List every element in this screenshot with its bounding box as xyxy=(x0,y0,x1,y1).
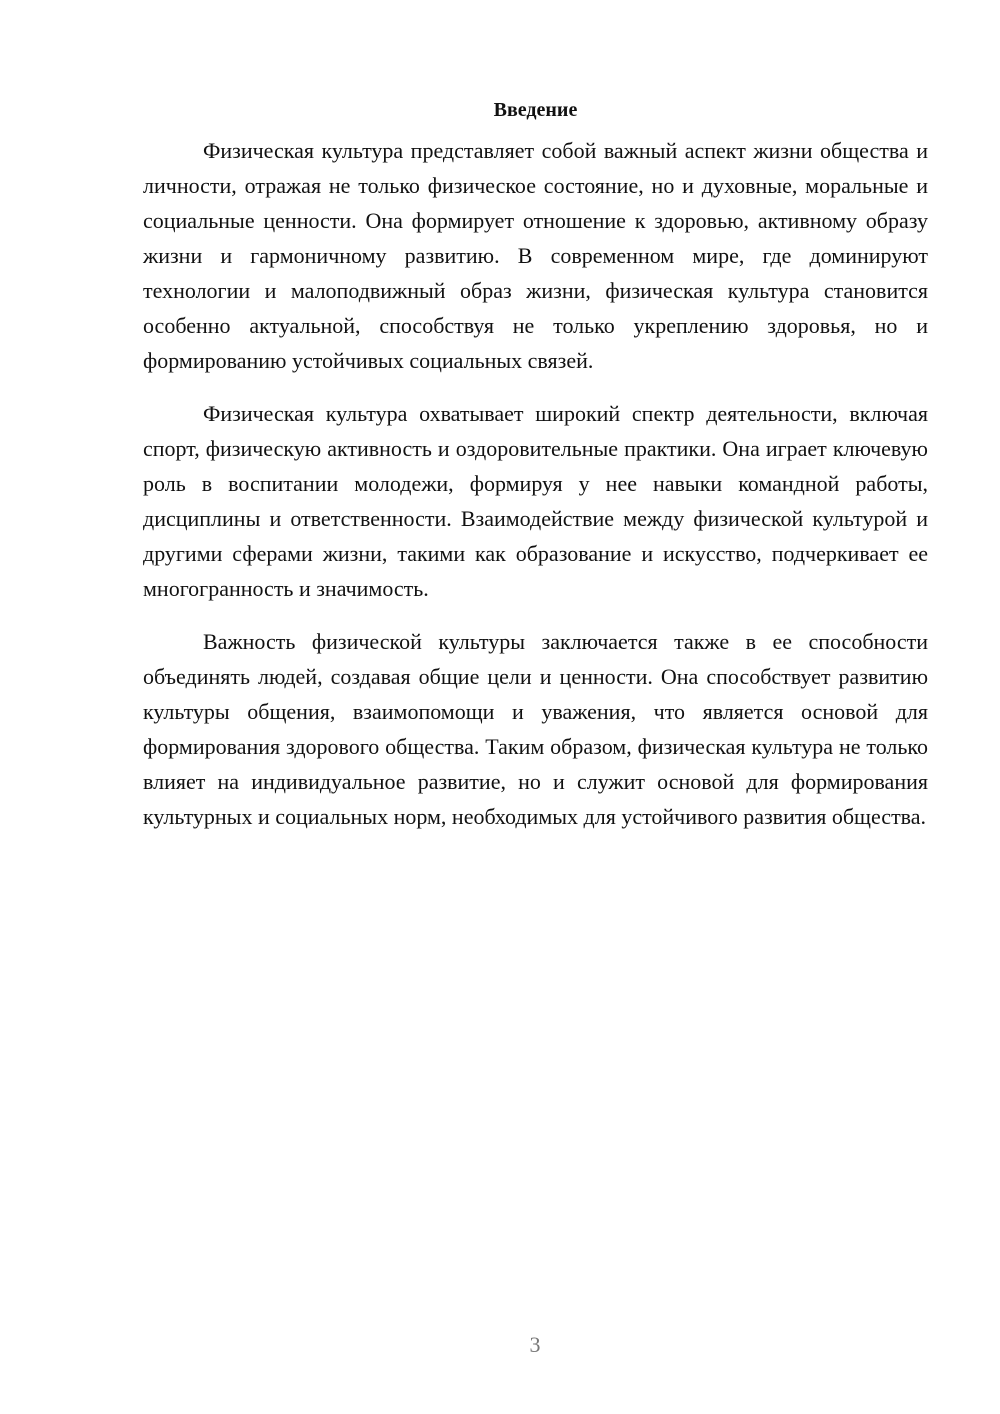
paragraph-2: Физическая культура охватывает широкий спектр деятельности, включая спорт, физическую активность и оздоровительные практики. Она играет ключевую роль в воспитании молодежи, формируя у нее навыки командной работы, дисциплины и ответственности. Взаимодействие между физической культурой и другими сферами жизни, такими как образование и искусство, подчеркивает ее многогранность и значимость. xyxy=(143,401,928,601)
page-content xyxy=(143,95,928,834)
page-number: 3 xyxy=(529,1332,541,1357)
section-title: Введение xyxy=(493,99,578,121)
paragraph-3: Важность физической культуры заключается также в ее способности объединять людей, создавая общие цели и ценности. Она способствует развитию культуры общения, взаимопомощи и уважения, что является основой для формирования здорового общества. Таким образом, физическая культура не только влияет на индивидуальное развитие, но и служит основой для формирования культурных и социальных норм, необходимых для устойчивого развития общества. xyxy=(143,629,928,829)
paragraph-1: Физическая культура представляет собой важный аспект жизни общества и личности, отражая не только физическое состояние, но и духовные, моральные и социальные ценности. Она формирует отношение к здоровью, активному образу жизни и гармоничному развитию. В современном мире, где доминируют технологии и малоподвижный образ жизни, физическая культура становится особенно актуальной, способствуя не только укреплению здоровья, но и формированию устойчивых социальных связей. xyxy=(143,138,928,373)
